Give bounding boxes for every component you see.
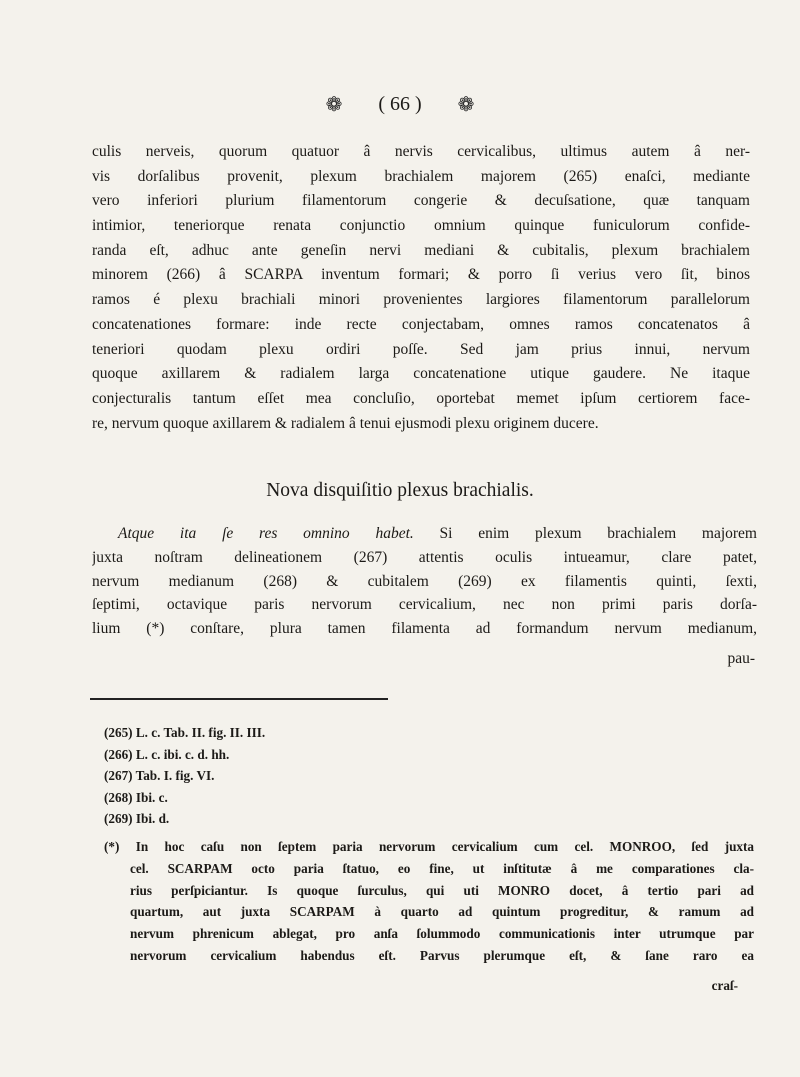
text-line: lium (*) conſtare, plura tamen filamenta ad formandum nervum medianum,	[92, 620, 757, 638]
text-line: nervum phrenicum ablegat, pro anſa ſolummodo communicationis inter utrumque par	[130, 926, 754, 942]
text-line: vis dorſalibus provenit, plexum brachialem majorem (265) enaſci, mediante	[92, 167, 750, 185]
catchword: pau-	[727, 650, 755, 667]
text-line: culis nerveis, quorum quatuor â nervis cervicalibus, ultimus autem â ner-	[92, 143, 750, 160]
ornament-left-icon: ❁	[325, 94, 343, 116]
italic-opening: Atque ita ſe res omnino habet.	[118, 525, 414, 542]
text-line: rius perſpiciantur. Is quoque ſurculus, qui uti MONRO docet, â tertio pari ad	[130, 882, 754, 898]
text-line: cel. SCARPAM octo paria ſtatuo, eo fine, ut inſtitutæ â me comparationes cla-	[130, 860, 754, 876]
footnote: (266) L. c. ibi. c. d. hh.	[104, 746, 230, 762]
footnote-rule	[90, 698, 388, 700]
main-paragraph	[92, 140, 750, 436]
text-line: ramos é plexu brachiali minori provenientes largiores filamentorum parallelorum	[92, 291, 750, 309]
page-number: ( 66 )	[378, 93, 422, 115]
text-line: nervum medianum (268) & cubitalem (269) ex filamentis quinti, ſexti,	[92, 572, 757, 590]
first-line-rest: Si enim plexum brachialem majorem	[413, 525, 757, 542]
text-line: quoque axillarem & radialem larga concatenatione utique gaudere. Ne itaque	[92, 365, 750, 383]
section-paragraph	[92, 522, 757, 641]
footnotes	[104, 722, 754, 830]
footnote: (265) L. c. Tab. II. fig. II. III.	[104, 725, 266, 740]
text-line: minorem (266) â SCARPA inventum formari; & porro ſi verius vero ſit, binos	[92, 266, 750, 284]
text-line: vero inferiori plurium filamentorum congerie & decuſsatione, quæ tanquam	[92, 192, 750, 210]
text-line: randa eſt, adhuc ante geneſin nervi mediani & cubitalis, plexum brachialem	[92, 241, 750, 259]
footnote-catchword: craſ-	[711, 978, 738, 993]
footnote: (267) Tab. I. fig. VI.	[104, 768, 215, 784]
text-line: intimior, teneriorque renata conjunctio omnium quinque funiculorum confide-	[92, 217, 750, 235]
text-line: conjecturalis tantum eſſet mea concluſio, oportebat memet ipſum certiorem face-	[92, 389, 750, 407]
asterisk-footnote	[104, 836, 754, 967]
text-line	[92, 522, 757, 546]
text-line: teneriori quodam plexu ordiri poſſe. Sed jam prius innui, nervum	[92, 340, 750, 358]
section-heading: Nova disquiſitio plexus brachialis.	[266, 480, 534, 501]
text-line: (*) In hoc caſu non ſeptem paria nervorum cervicalium cum cel. MONROO, ſed juxta	[104, 839, 754, 854]
text-line: ſeptimi, octavique paris nervorum cervicalium, nec non primi paris dorſa-	[92, 596, 757, 614]
text-line: concatenationes formare: inde recte conjectabam, omnes ramos concatenatos â	[92, 315, 750, 333]
ornament-right-icon: ❁	[457, 94, 475, 116]
text-line: nervorum cervicalium habendus eſt. Parvus plerumque eſt, & ſane raro ea	[130, 947, 754, 963]
text-line: juxta noſtram delineationem (267) attentis oculis intueamur, clare patet,	[92, 548, 757, 566]
footnote: (268) Ibi. c.	[104, 789, 168, 805]
running-header	[0, 92, 800, 117]
text-line: re, nervum quoque axillarem & radialem â tenui ejusmodi plexu originem ducere.	[92, 414, 599, 432]
text-line: quartum, aut juxta SCARPAM à quarto ad quintum progreditur, & ramum ad	[130, 904, 754, 920]
footnote: (269) Ibi. d.	[104, 811, 170, 827]
